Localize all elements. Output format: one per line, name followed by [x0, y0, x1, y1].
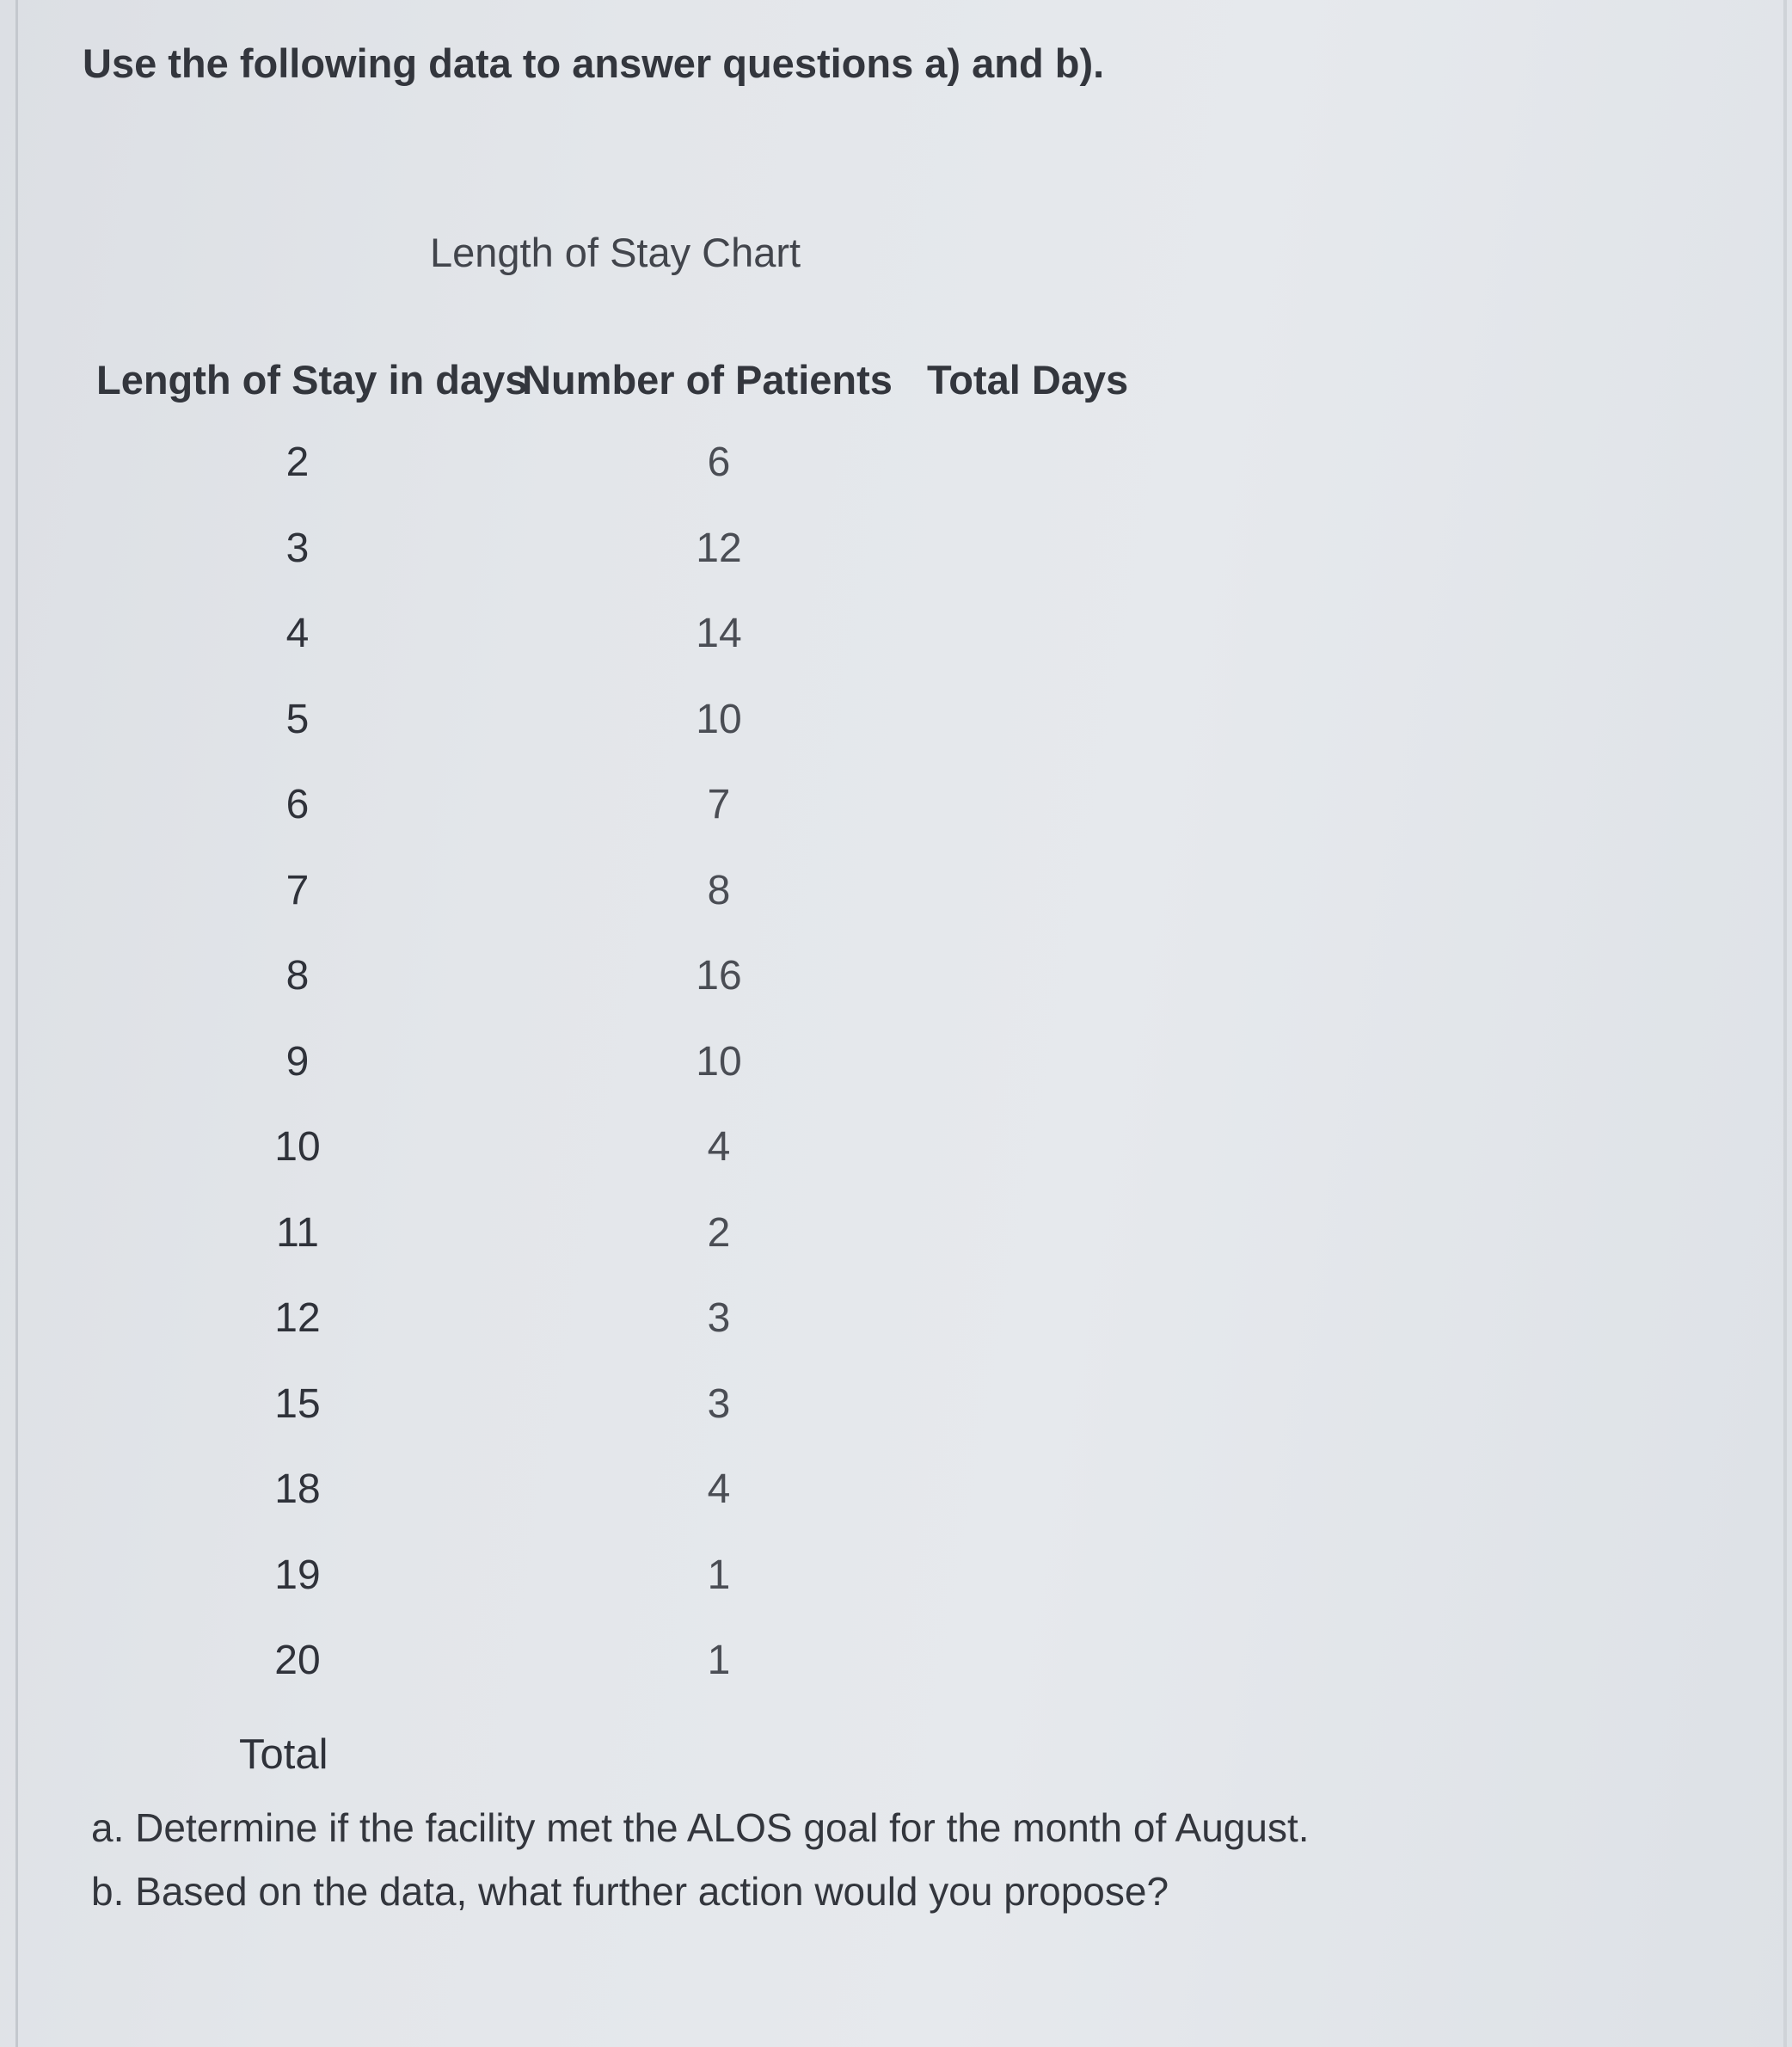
- table-row: [0, 525, 1792, 611]
- patients-cell: 14: [696, 611, 742, 656]
- table-row: [0, 1637, 1792, 1723]
- los-cell: 9: [285, 1038, 310, 1085]
- table-row: [0, 867, 1792, 953]
- los-cell: 18: [274, 1466, 321, 1512]
- los-cell: 15: [274, 1380, 321, 1427]
- patients-cell: 8: [707, 867, 731, 913]
- question-a: a. Determine if the facility met the ALOS goal for the month of August.: [91, 1805, 1310, 1850]
- patients-cell: 3: [707, 1380, 731, 1427]
- los-cell: 2: [285, 440, 310, 485]
- los-cell: 20: [274, 1638, 321, 1683]
- length-of-stay-table: [0, 439, 1792, 1723]
- los-cell: 3: [285, 525, 310, 571]
- los-cell: 19: [274, 1552, 321, 1598]
- patients-cell: 4: [707, 1124, 731, 1170]
- header-number-of-patients: Number of Patients: [522, 357, 893, 403]
- table-row: [0, 952, 1792, 1038]
- patients-cell: 12: [696, 525, 742, 571]
- table-row: [0, 1552, 1792, 1638]
- patients-cell: 2: [707, 1209, 731, 1256]
- los-cell: 6: [285, 782, 310, 827]
- los-cell: 12: [274, 1295, 321, 1341]
- patients-cell: 3: [707, 1295, 731, 1341]
- table-row: [0, 1466, 1792, 1552]
- intro-text: Use the following data to answer questions a) and b).: [83, 40, 1105, 86]
- los-cell: 4: [285, 611, 310, 656]
- patients-cell: 10: [696, 1038, 742, 1085]
- table-row: [0, 610, 1792, 696]
- patients-cell: 1: [707, 1638, 731, 1683]
- table-row: [0, 1038, 1792, 1124]
- los-cell: 10: [274, 1124, 321, 1170]
- table-row: [0, 1209, 1792, 1295]
- patients-cell: 10: [696, 696, 742, 742]
- patients-cell: 6: [707, 440, 731, 485]
- total-label: Total: [239, 1731, 328, 1778]
- los-cell: 11: [276, 1209, 319, 1256]
- header-length-of-stay: Length of Stay in days: [96, 357, 528, 403]
- los-cell: 7: [285, 867, 310, 913]
- chart-title: Length of Stay Chart: [430, 230, 801, 275]
- table-row: [0, 1123, 1792, 1209]
- patients-cell: 1: [707, 1552, 731, 1598]
- table-row: [0, 781, 1792, 867]
- patients-cell: 16: [696, 953, 742, 999]
- los-cell: 8: [285, 953, 310, 999]
- table-row: [0, 439, 1792, 525]
- table-row: [0, 1380, 1792, 1466]
- patients-cell: 4: [707, 1466, 731, 1512]
- question-b: b. Based on the data, what further action would you propose?: [91, 1869, 1169, 1914]
- patients-cell: 7: [707, 782, 731, 827]
- table-row: [0, 1294, 1792, 1380]
- table-row: [0, 696, 1792, 782]
- los-cell: 5: [285, 696, 310, 742]
- header-total-days: Total Days: [927, 357, 1129, 403]
